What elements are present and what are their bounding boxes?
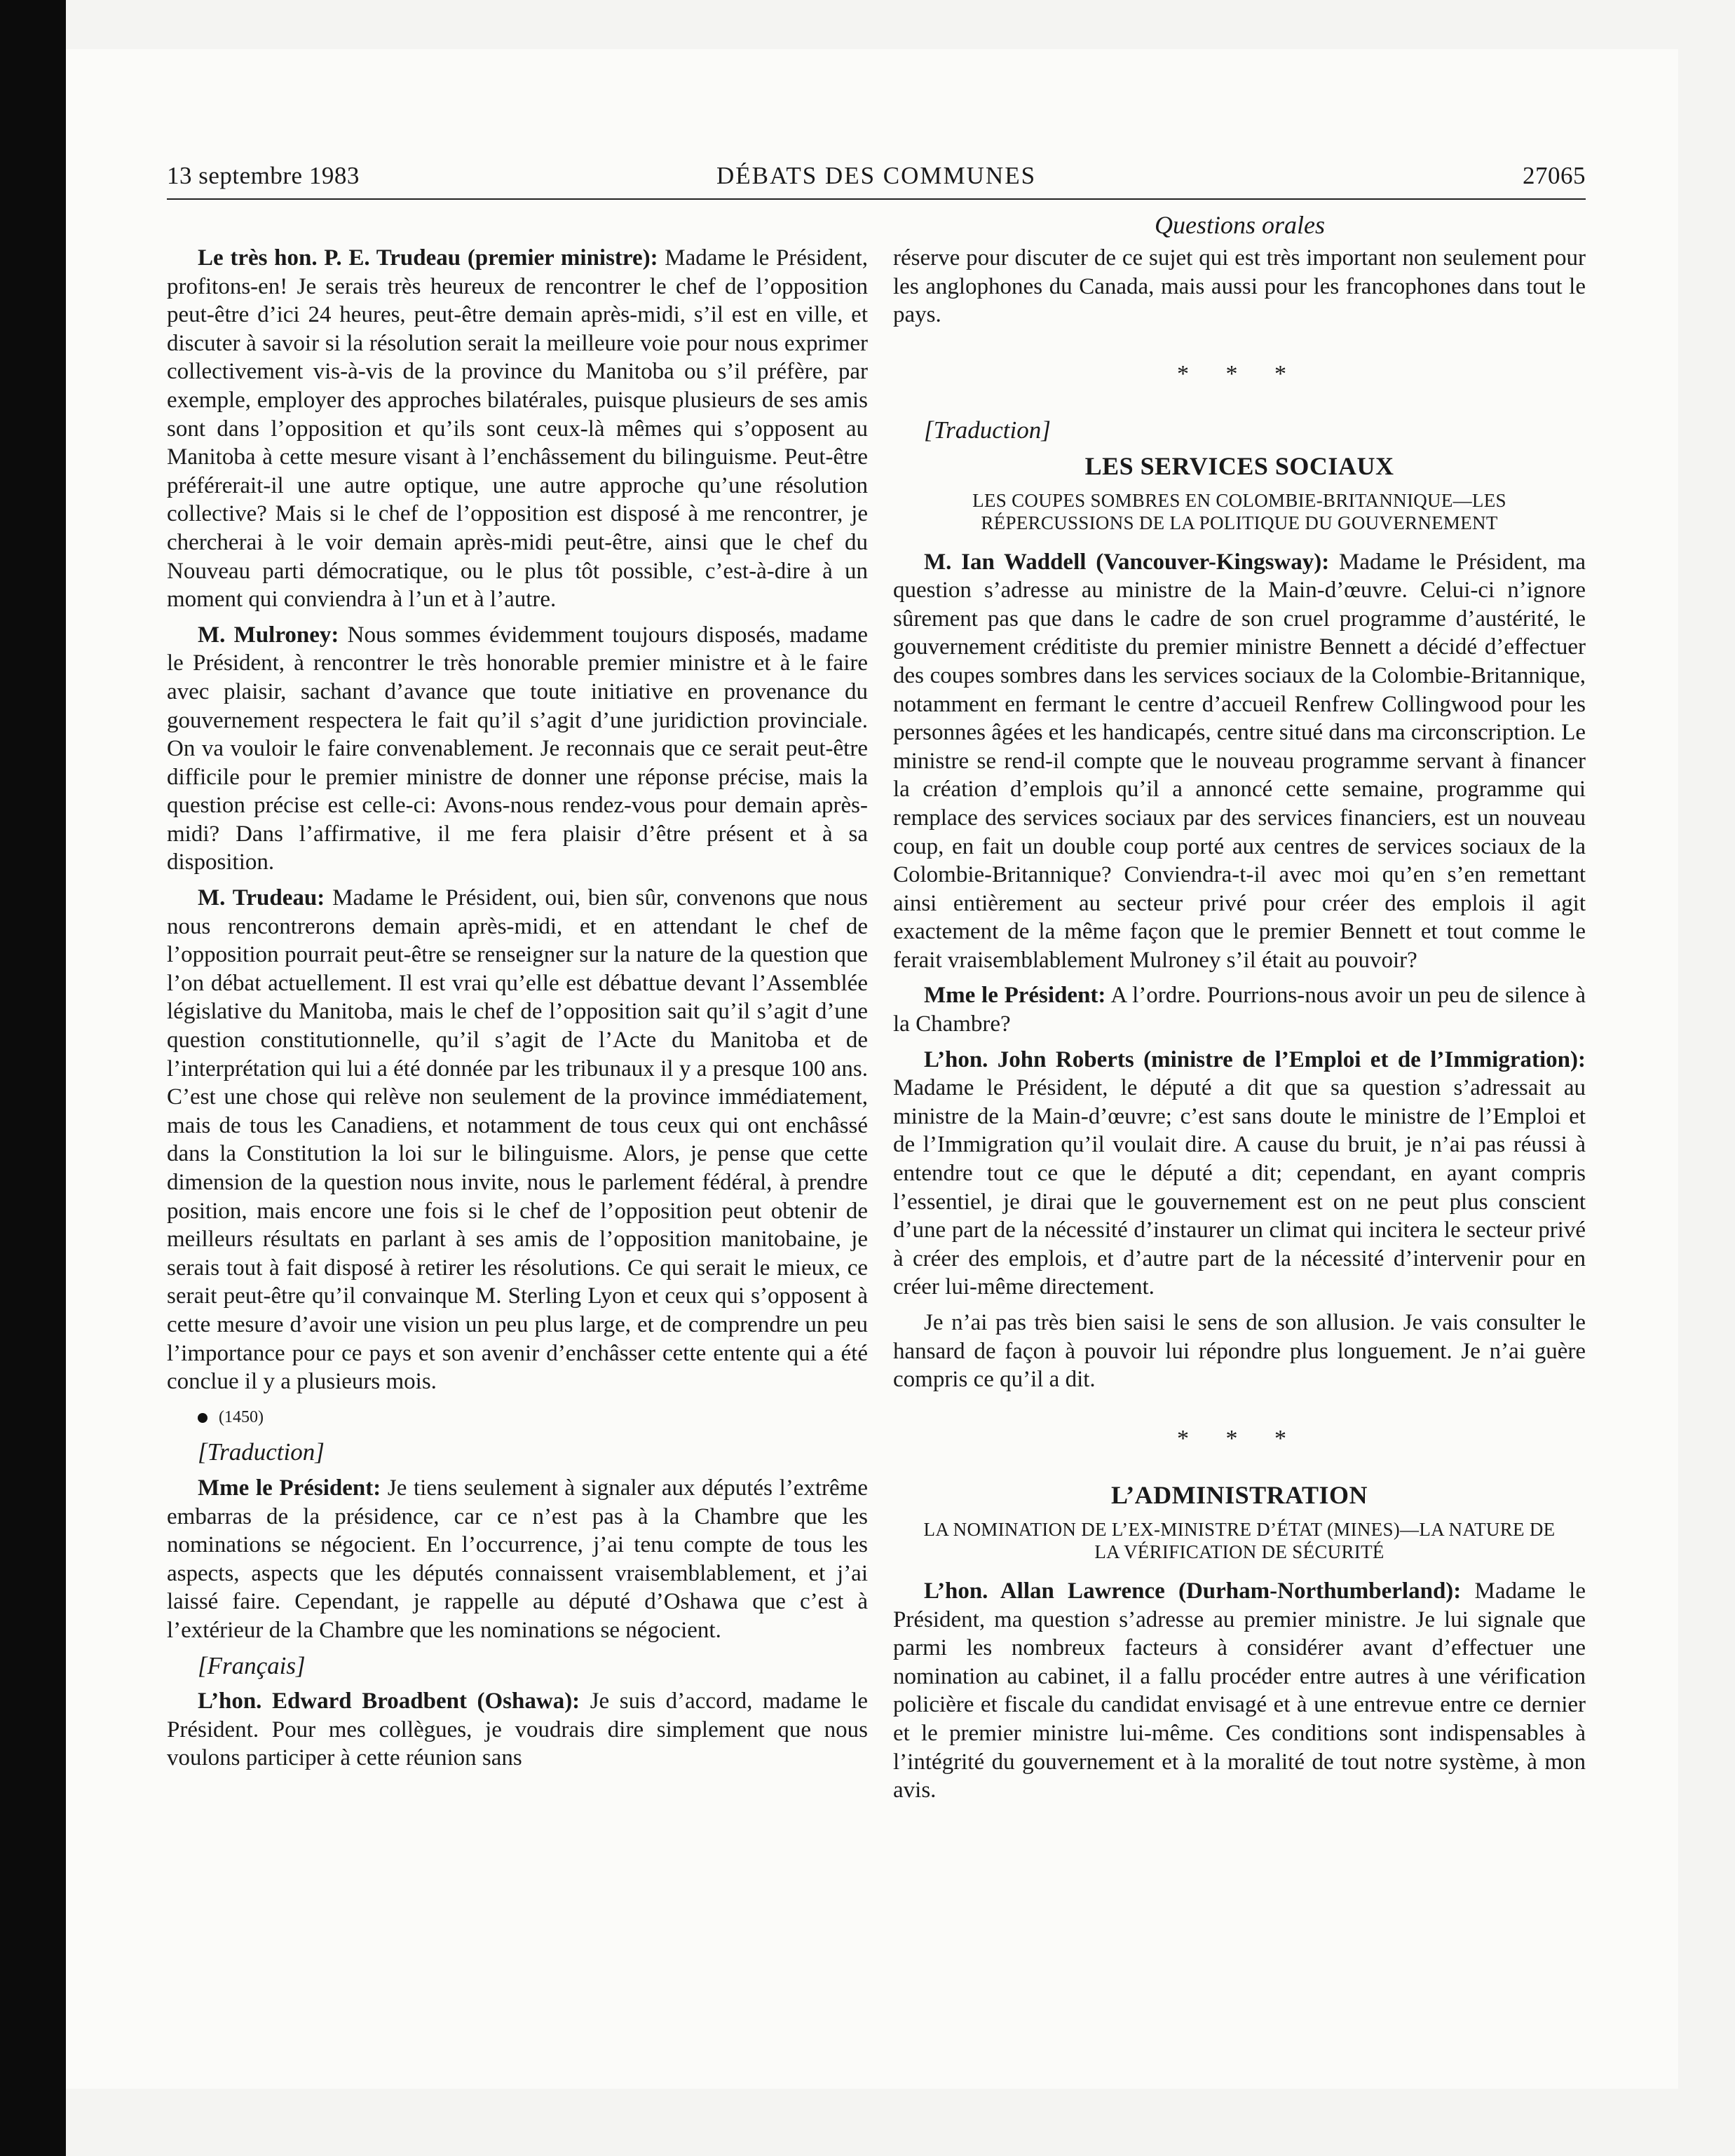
speech-text: Madame le Président, ma question s’adresse au premier ministre. Je lui signale que parmi les nombreux facteurs à considérer avant d’effectuer une nomination au cabinet, il a fallu procéder entre autres à une vérification policière et fiscale du candidat envisagé et à une entrevue entre ce dernier et le premier ministre lui-même. Ces conditions sont indispensables à l’intégrité du gouvernement et à la moralité de tout notre système, à mon avis. <box>893 1578 1586 1803</box>
speech-text: A l’ordre. Pourrions-nous avoir un peu de silence à la Chambre? <box>893 983 1586 1037</box>
speaker-name: Mme le Président: <box>198 1475 381 1501</box>
paragraph-continued: réserve pour discuter de ce sujet qui est très important non seulement pour les anglophones du Canada, mais aussi pour les francophones dans tout le pays. <box>893 245 1586 328</box>
section-separator: * * * <box>1177 360 1302 387</box>
bullet-icon <box>198 1413 207 1423</box>
right-column <box>893 244 1586 1812</box>
paragraph <box>167 884 868 1396</box>
paragraph <box>893 1046 1586 1302</box>
speech-text: Nous sommes évidemment toujours disposés, madame le Président, à rencontrer le très honorable premier ministre et à le faire avec plaisir, sachant d’avance que toute initiative en provenance du gouvernement respectera le fait qu’il s’agit d’une juridiction provinciale. On va vouloir le faire convenablement. Je reconnais que ce serait peut-être difficile pour le premier ministre de donner une réponse précise, mais la question précise est celle-ci: Avons-nous rendez-vous pour demain après-midi? Dans l’affirmative, il me fera plaisir d’être présent et à sa disposition. <box>167 622 869 875</box>
subrubric-heading: LA NOMINATION DE L’EX-MINISTRE D’ÉTAT (MINES)—LA NATURE DE LA VÉRIFICATION DE SÉCURITÉ <box>923 1518 1556 1562</box>
paragraph <box>167 1474 868 1645</box>
header-title: DÉBATS DES COMMUNES <box>716 162 1037 189</box>
speaker-name: L’hon. John Roberts (ministre de l’Emploi et de l’Immigration): <box>924 1046 1586 1072</box>
header-date: 13 septembre 1983 <box>167 162 360 189</box>
speech-text: Je suis d’accord, madame le Président. Pour mes collègues, je voudrais dire simplement que nous voulons participer à cette réunion sans <box>167 1688 868 1771</box>
speaker-name: Le très hon. P. E. Trudeau (premier ministre): <box>198 245 658 271</box>
running-head <box>167 158 1586 200</box>
paragraph <box>893 981 1586 1038</box>
speech-text: Madame le Président, le député a dit que sa question s’adressait au ministre de la Main-d’œuvre; c’est sans doute le ministre de l’Emploi et de l’Immigration qu’il voulait dire. A cause du bruit, je n’ai pas réussi à entendre tout ce que le député a dit; cependant, en ayant compris l’essentiel, je dirai que le gouvernement est on ne peut plus conscient d’une part de la nécessité d’instaurer un climat qui incitera le secteur privé à créer des emplois, et d’autre part de la nécessité d’intervenir pour en créer lui-même directement. <box>893 1075 1586 1300</box>
speech-text: Madame le Président, oui, bien sûr, convenons que nous nous rencontrerons demain après-midi, et en attendant le chef de l’opposition pourrait peut-être se renseigner sur la nature de la question que l’on débat actuellement. Il est vrai qu’elle est débattue devant l’Assemblée législative du Manitoba, mais le chef de l’opposition sait qu’il s’agit d’une question constitutionnelle, qu’il s’agit de l’Acte du Manitoba et de l’interprétation qui lui a été donnée par les tribunaux il y a presque 100 ans. C’est une chose qui relève non seulement de la province immédiatement, mais de tous les Canadiens, et notamment de tous ceux qui ont enchâssé dans la Constitution la loi sur le bilinguisme. Alors, je pense que cette dimension de la question nous invite, nous le parlement fédéral, à prendre position, mais encore une fois si le chef de l’opposition peut obtenir de meilleurs résultats en parlant à ses amis de l’opposition manitobaine, je serais tout à fait disposé à retirer les résolutions. Ce qui serait le mieux, ce serait peut-être qu’il convainque M. Sterling Lyon et ceux qui s’opposent à cette mesure d’avoir une vision un peu plus large, et de comprendre un peu l’importance pour ce pays et son avenir d’enchâsser cette entente qui a été conclue il y a plusieurs mois. <box>167 885 868 1395</box>
paragraph <box>167 244 868 614</box>
speech-text: Madame le Président, profitons-en! Je serais très heureux de rencontrer le chef de l’opposition peut-être d’ici 24 heures, peut-être demain après-midi, s’il est en ville, et discuter à savoir si la résolution serait la meilleure voie pour nous exprimer collectivement vis-à-vis de la province du Manitoba ou s’il préfère, par exemple, employer des approches bilatérales, puisque plusieurs de ses amis sont dans l’opposition et qu’ils sont ceux-là mêmes qui s’opposent au Manitoba à cette mesure visant à l’enchâssement du bilinguisme. Peut-être préférerait-il une autre optique, une autre approche qu’une résolution collective? Mais si le chef de l’opposition est disposé à me rencontrer, je chercherai à le voir demain après-midi peut-être, ainsi que le chef du Nouveau parti démocratique, ou le plus tôt possible, c’est-à-dire à un moment qui conviendra à l’un et à l’autre. <box>167 245 868 613</box>
time-marker <box>167 1403 868 1432</box>
section-separator: * * * <box>1177 1425 1302 1452</box>
speaker-name: M. Trudeau: <box>198 885 325 911</box>
speaker-name: L’hon. Edward Broadbent (Oshawa): <box>198 1688 580 1714</box>
rubric-heading: L’ADMINISTRATION <box>1110 1481 1368 1510</box>
speaker-name: L’hon. Allan Lawrence (Durham-Northumberland): <box>924 1578 1462 1604</box>
speaker-name: M. Ian Waddell (Vancouver-Kingsway): <box>924 549 1330 575</box>
language-tag: [Traduction] <box>198 1438 325 1466</box>
paragraph <box>167 621 868 877</box>
section-label: Questions orales <box>1155 211 1325 239</box>
rubric-heading: LES SERVICES SOCIAUX <box>1084 451 1394 480</box>
time-marker-text: (1450) <box>219 1407 264 1426</box>
speech-text: Madame le Président, ma question s’adresse au ministre de la Main-d’œuvre. Celui-ci n’ignore sûrement pas que dans le cadre de son cruel programme d’austérité, le gouvernement créditiste du premier ministre Bennett a décidé d’effectuer des coupes sombres dans les services sociaux de la Colombie-Britannique, notamment en fermant le centre d’accueil Renfrew Collingwood pour les personnes âgées et les handicapés, centre situé dans ma circonscription. Le ministre se rend-il compte que le nouveau programme servant à financer la création d’emplois qu’il a annoncé cette semaine, programme qui remplace des services sociaux par des services financiers, est un nouveau coup, en fait un double coup porté aux centres de services sociaux de la Colombie-Britannique? Conviendra-t-il avec moi qu’en s’en remettant ainsi entièrement au secteur privé pour créer des emplois il agit exactement de la même façon que le premier Bennett et tout comme le ferait vraisemblablement Mulroney s’il était au pouvoir? <box>893 549 1586 973</box>
scan-binding-edge <box>0 0 66 2156</box>
header-page-number: 27065 <box>1523 162 1586 189</box>
paragraph: Je n’ai pas très bien saisi le sens de son allusion. Je vais consulter le hansard de façon à pouvoir lui répondre plus longuement. Je n’ai guère compris ce qu’il a dit. <box>893 1310 1586 1393</box>
subrubric-heading: LES COUPES SOMBRES EN COLOMBIE-BRITANNIQUE—LES RÉPERCUSSIONS DE LA POLITIQUE DU GOUVERNEMENT <box>972 489 1506 533</box>
language-tag: [Français] <box>198 1651 306 1679</box>
speaker-name: Mme le Président: <box>924 983 1106 1009</box>
speech-text: Je tiens seulement à signaler aux députés l’extrême embarras de la présidence, car ce n’est pas à la Chambre que les nominations se négocient. En l’occurrence, j’ai tenu compte de tous les aspects, aspects que les députés connaissent vraisemblablement, et j’ai laissé faire. Cependant, je rappelle au député d’Oshawa que c’est à l’extérieur de la Chambre que les nominations se négocient. <box>167 1475 868 1643</box>
left-column <box>167 244 868 1780</box>
paragraph <box>893 1577 1586 1805</box>
paragraph <box>893 548 1586 975</box>
speaker-name: M. Mulroney: <box>198 622 339 648</box>
language-tag: [Traduction] <box>924 416 1051 444</box>
paragraph <box>167 1687 868 1773</box>
